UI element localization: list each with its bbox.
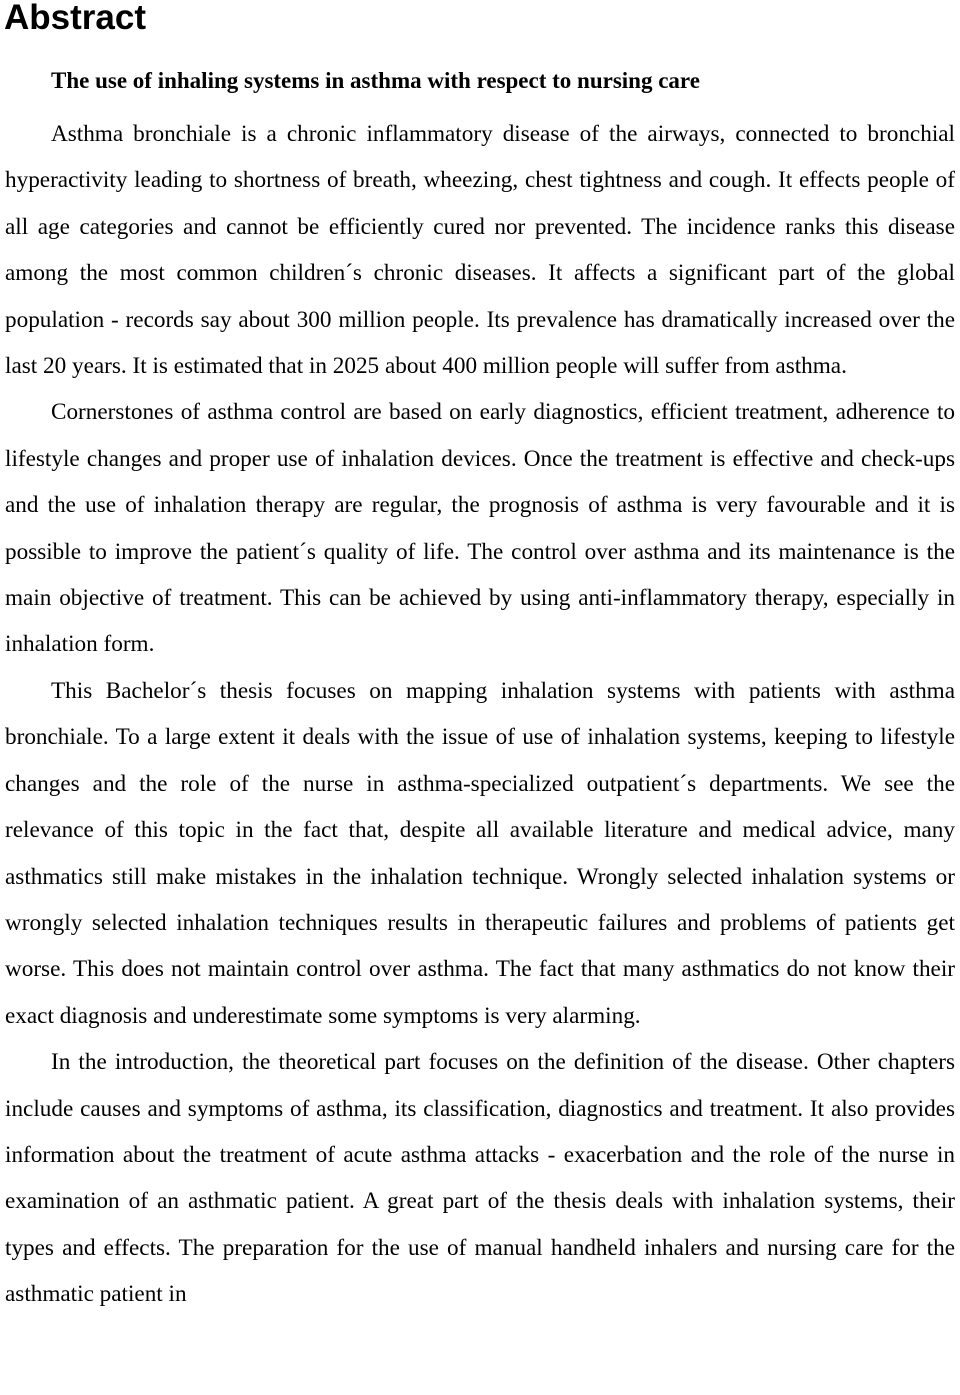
paragraph-4: In the introduction, the theoretical part focuses on the definition of the disease. Other chapters include causes and symptoms of asthma, its classification, diagnostics and treatment. It also provides information about the treatment of acute asthma attacks - exacerbation and the role of the nurse in examination of an asthmatic patient. A great part of the thesis deals with inhalation systems, their types and effects. The preparation for the use of manual handheld inhalers and nursing care for the asthmatic patient in xyxy=(5,1049,955,1308)
page-title: Abstract xyxy=(4,0,146,37)
paragraph-2: Cornerstones of asthma control are based on early diagnostics, efficient treatment, adherence to lifestyle changes and proper use of inhalation devices. Once the treatment is effective and check-ups and the use of inhalation therapy are regular, the prognosis of asthma is very favourable and it is possible to improve the patient´s quality of life. The control over asthma and its maintenance is the main objective of treatment. This can be achieved by using anti-inflammatory therapy, especially in inhalation form. xyxy=(5,399,955,658)
document-subtitle: The use of inhaling systems in asthma with respect to nursing care xyxy=(51,68,700,93)
paragraph-1: Asthma bronchiale is a chronic inflammatory disease of the airways, connected to bronchial hyperactivity leading to shortness of breath, wheezing, chest tightness and cough. It effects people of all age categories and cannot be efficiently cured nor prevented. The incidence ranks this disease among the most common children´s chronic diseases. It affects a significant part of the global population - records say about 300 million people. Its prevalence has dramatically increased over the last 20 years. It is estimated that in 2025 about 400 million people will suffer from asthma. xyxy=(5,121,955,380)
paragraph-3: This Bachelor´s thesis focuses on mapping inhalation systems with patients with asthma bronchiale. To a large extent it deals with the issue of use of inhalation systems, keeping to lifestyle changes and the role of the nurse in asthma-specialized outpatient´s departments. We see the relevance of this topic in the fact that, despite all available literature and medical advice, many asthmatics still make mistakes in the inhalation technique. Wrongly selected inhalation systems or wrongly selected inhalation techniques results in therapeutic failures and problems of patients get worse. This does not maintain control over asthma. The fact that many asthmatics do not know their exact diagnosis and underestimate some symptoms is very alarming. xyxy=(5,677,955,1029)
abstract-body xyxy=(5,111,955,1318)
